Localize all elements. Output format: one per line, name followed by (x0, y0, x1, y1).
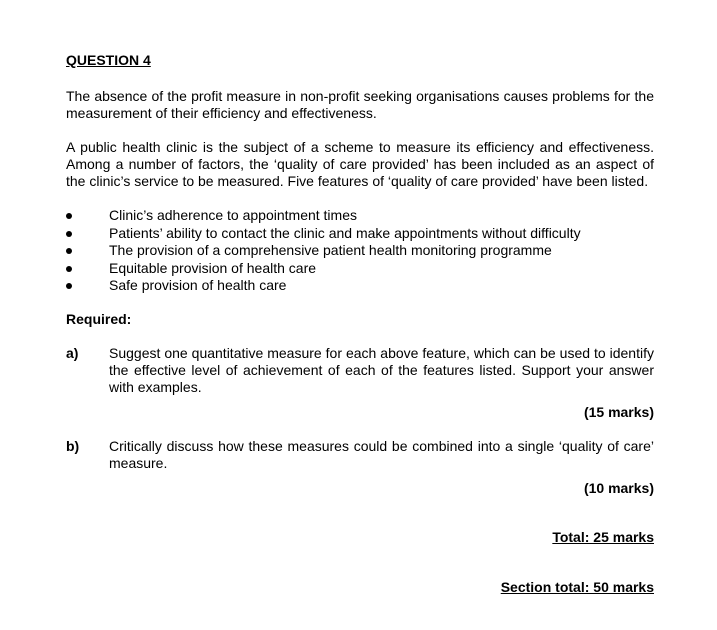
question-a-label: a) (66, 344, 79, 361)
question-b (66, 438, 654, 472)
total-marks: Total: 25 marks (552, 528, 654, 545)
list-item: Equitable provision of health care (66, 260, 654, 278)
document-page (66, 52, 654, 596)
question-a (66, 345, 654, 396)
scenario-paragraph: A public health clinic is the subject of a scheme to measure its efficiency and effectiveness. Among a number of factors, the ‘quality of care provided’ has been included as an aspect of the clinic’s service to be measured. Five features of ‘quality of care provided’ have been listed. (66, 139, 654, 189)
question-b-label: b) (66, 437, 80, 454)
intro-paragraph: The absence of the profit measure in non-profit seeking organisations causes problems for the measurement of their efficiency and effectiveness. (66, 88, 654, 121)
list-item: Safe provision of health care (66, 277, 654, 295)
bullet-icon (66, 266, 72, 272)
list-item: The provision of a comprehensive patient health monitoring programme (66, 242, 654, 260)
question-b-marks: (10 marks) (583, 479, 654, 496)
question-a-text: Suggest one quantitative measure for each above feature, which can be used to identify the effective level of achievement of each of the features listed. Support your answer with examples. (109, 344, 654, 395)
bullet-icon (66, 248, 72, 254)
question-a-marks: (15 marks) (583, 403, 654, 420)
bullet-icon (66, 283, 72, 289)
bullet-icon (66, 231, 72, 237)
features-list (66, 207, 654, 295)
question-heading: QUESTION 4 (66, 52, 151, 68)
bullet-icon (66, 213, 72, 219)
list-item: Clinic’s adherence to appointment times (66, 207, 654, 225)
list-item: Patients’ ability to contact the clinic and make appointments without difficulty (66, 225, 654, 243)
question-b-text: Critically discuss how these measures could be combined into a single ‘quality of care’ measure. (109, 437, 654, 471)
required-label: Required: (66, 310, 132, 327)
section-total-marks: Section total: 50 marks (500, 578, 654, 595)
